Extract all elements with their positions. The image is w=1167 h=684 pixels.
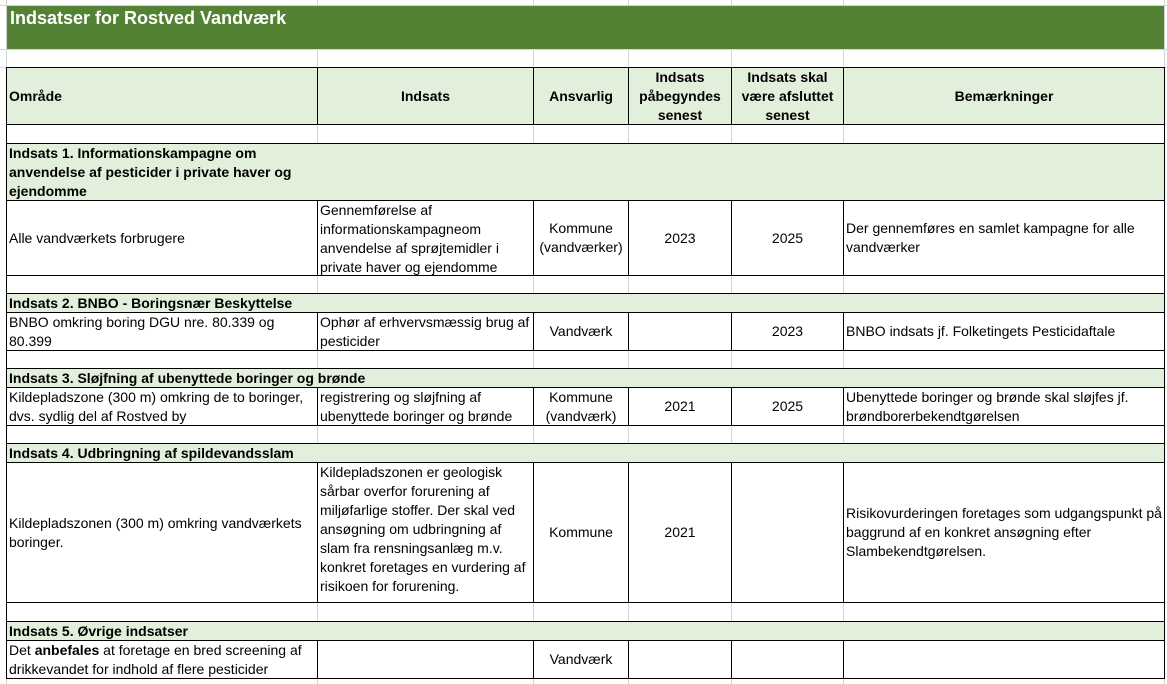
border: [7, 425, 1164, 426]
cell-afsluttet[interactable]: 2025: [771, 229, 804, 246]
border: [7, 350, 1164, 351]
border: [6, 67, 7, 679]
cell-omraade[interactable]: BNBO omkring boring DGU nre. 80.339 og 80.399: [9, 314, 275, 349]
border: [843, 312, 844, 350]
border: [843, 640, 844, 678]
gridline: [0, 49, 1167, 50]
cell-bemaerkninger[interactable]: Ubenyttede boringer og brønde skal sløjfes jf. brøndborerbekendtgørelsen: [846, 389, 1129, 424]
cell-ansvarlig[interactable]: Kommune: [549, 524, 613, 540]
section-heading[interactable]: Indsats 1. Informationskampagne om anvendelse af pesticider i private haver og ejendomme: [9, 145, 292, 199]
cell-paabegyndes[interactable]: 2023: [664, 229, 696, 246]
cell-ansvarlig[interactable]: Kommune (vandværker): [539, 220, 623, 255]
cell-afsluttet[interactable]: [732, 641, 843, 678]
section-heading[interactable]: Indsats 4. Udbringning af spildevandsslam: [9, 445, 294, 461]
border: [7, 678, 1164, 679]
border: [843, 387, 844, 425]
header-indsats[interactable]: Indsats: [400, 87, 450, 104]
cell-indsats[interactable]: Gennemførelse af informationskampagneom anvendelse af sprøjtemidler i private haver og ejendomme: [320, 202, 499, 275]
border: [317, 200, 318, 275]
border: [317, 462, 318, 602]
cell-afsluttet[interactable]: 2025: [771, 398, 804, 414]
cell-bemaerkninger[interactable]: Der gennemføres en samlet kampagne for alle vandværker: [846, 220, 1135, 255]
border: [7, 602, 1164, 603]
border: [1164, 67, 1165, 679]
header-afsluttet[interactable]: Indsats skal være afsluttet senest: [741, 68, 834, 123]
cell-paabegyndes[interactable]: 2021: [664, 524, 696, 540]
header-paabegyndes[interactable]: Indsats påbegyndes senest: [639, 68, 721, 123]
border: [843, 462, 844, 602]
section-heading[interactable]: Indsats 2. BNBO - Boringsnær Beskyttelse: [9, 295, 293, 311]
cell-ansvarlig[interactable]: Vandværk: [549, 323, 613, 339]
sheet-title: Indsatser for Rostved Vandværk: [10, 8, 287, 28]
cell-indsats[interactable]: Ophør af erhvervsmæssig brug af pesticider: [320, 314, 530, 349]
section-heading[interactable]: Indsats 3. Sløjfning af ubenyttede boringer og brønde: [9, 370, 366, 386]
cell-omraade[interactable]: Det anbefales at foretage en bred screening af drikkevandet for indhold af flere pesticider: [9, 642, 302, 677]
cell-omraade[interactable]: Alle vandværkets forbrugere: [9, 229, 185, 246]
cell-paabegyndes[interactable]: [629, 641, 731, 678]
section-heading[interactable]: Indsats 5. Øvrige indsatser: [9, 623, 188, 639]
cell-ansvarlig[interactable]: Vandværk: [549, 651, 613, 667]
border: [317, 387, 318, 425]
border: [317, 312, 318, 350]
cell-indsats[interactable]: [320, 641, 532, 678]
border: [317, 640, 318, 678]
cell-paabegyndes[interactable]: [629, 313, 731, 350]
header-omraade[interactable]: Område: [9, 87, 62, 104]
cell-afsluttet[interactable]: 2023: [771, 323, 804, 339]
header-bemaerkninger[interactable]: Bemærkninger: [954, 87, 1054, 104]
cell-omraade[interactable]: Kildepladszone (300 m) omkring de to boringer, dvs. sydlig del af Rostved by: [9, 389, 304, 424]
cell-bemaerkninger[interactable]: BNBO indsats jf. Folketingets Pesticidaftale: [846, 323, 1116, 339]
cell-ansvarlig[interactable]: Kommune (vandværk): [545, 388, 617, 424]
border: [843, 200, 844, 275]
cell-indsats[interactable]: Kildepladszonen er geologisk sårbar overfor forurening af miljøfarlige stoffer. Der skal ved ansøgning om udbringning af slam fra rensningsanlæg m.v. konkret foretages en vurdering af risikoen for forurening.: [320, 464, 526, 594]
cell-omraade[interactable]: Kildepladszonen (300 m) omkring vandværkets boringer.: [9, 514, 302, 550]
border: [7, 275, 1164, 276]
cell-bemaerkninger[interactable]: Risikovurderingen foretages som udgangspunkt på baggrund af en konkret ansøgning efter Slambekendtgørelsen.: [846, 505, 1162, 559]
cell-indsats[interactable]: registrering og sløjfning af ubenyttede boringer og brønde: [320, 389, 513, 424]
border: [7, 124, 1164, 125]
cell-afsluttet[interactable]: [732, 463, 843, 602]
cell-bemaerkninger[interactable]: [846, 641, 1162, 678]
header-ansvarlig[interactable]: Ansvarlig: [549, 87, 613, 104]
cell-paabegyndes[interactable]: 2021: [664, 398, 696, 414]
emphasis-text: anbefales: [34, 642, 100, 658]
